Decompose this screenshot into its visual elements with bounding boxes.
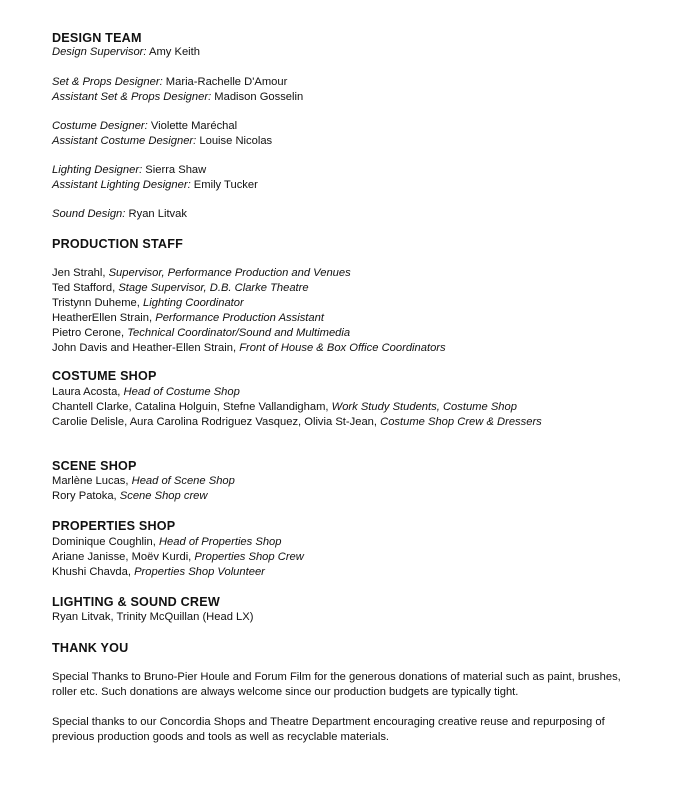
credit-role: Head of Scene Shop bbox=[131, 475, 235, 487]
credit-line bbox=[52, 535, 282, 550]
credit-role: Supervisor, Performance Production and Venues bbox=[108, 267, 351, 279]
credit-line bbox=[52, 341, 446, 356]
credit-name: Ariane Janisse, Moëv Kurdi, bbox=[52, 551, 195, 563]
credit-line bbox=[52, 266, 351, 281]
thank-you-heading: THANK YOU bbox=[52, 641, 129, 655]
credit-line bbox=[52, 281, 309, 296]
credit-role: Set & Props Designer: bbox=[52, 76, 163, 88]
credit-role: Head of Properties Shop bbox=[158, 536, 282, 548]
credit-line bbox=[52, 178, 258, 193]
credit-role: Work Study Students, Costume Shop bbox=[331, 401, 517, 413]
credit-name: Emily Tucker bbox=[193, 179, 258, 191]
credit-line bbox=[52, 311, 324, 326]
credit-role: Properties Shop Volunteer bbox=[134, 566, 265, 578]
credit-role: Technical Coordinator/Sound and Multimedia bbox=[127, 327, 351, 339]
credit-name: Maria-Rachelle D'Amour bbox=[165, 76, 288, 88]
credit-line bbox=[52, 75, 287, 90]
credit-name: Jen Strahl, bbox=[52, 267, 109, 279]
credit-line bbox=[52, 489, 207, 504]
credit-name: Chantell Clarke, Catalina Holguin, Stefne Vallandigham, bbox=[52, 401, 332, 413]
design-team-heading: DESIGN TEAM bbox=[52, 31, 142, 45]
credit-role: Lighting Coordinator bbox=[142, 297, 244, 309]
credit-line bbox=[52, 385, 240, 400]
credit-role: Properties Shop Crew bbox=[194, 551, 304, 563]
scene-shop-heading: SCENE SHOP bbox=[52, 459, 137, 473]
credit-role: Costume Shop Crew & Dressers bbox=[380, 416, 542, 428]
credit-name: Laura Acosta, bbox=[52, 386, 124, 398]
credit-name: Ryan Litvak bbox=[128, 208, 187, 220]
credit-line bbox=[52, 163, 206, 178]
production-staff-heading: PRODUCTION STAFF bbox=[52, 237, 183, 251]
thank-you-paragraph: Special Thanks to Bruno-Pier Houle and Forum Film for the generous donations of material such as paint, brushes, roller etc. Such donations are always welcome since our production budgets are typically tight. bbox=[52, 671, 621, 699]
credit-name: Amy Keith bbox=[149, 46, 200, 58]
properties-shop-heading: PROPERTIES SHOP bbox=[52, 519, 176, 533]
credit-line bbox=[52, 90, 303, 105]
credit-line bbox=[52, 296, 244, 311]
credit-name: Sierra Shaw bbox=[145, 164, 207, 176]
credit-role: Assistant Costume Designer: bbox=[52, 135, 197, 147]
credit-role: Head of Costume Shop bbox=[123, 386, 240, 398]
credit-line bbox=[52, 550, 304, 565]
credit-name: Carolie Delisle, Aura Carolina Rodriguez Vasquez, Olivia St-Jean, bbox=[52, 416, 381, 428]
credit-role: Assistant Set & Props Designer: bbox=[52, 91, 212, 103]
credit-name: Tristynn Duheme, bbox=[52, 297, 143, 309]
credit-role: Assistant Lighting Designer: bbox=[52, 179, 191, 191]
credit-name: Rory Patoka, bbox=[52, 490, 120, 502]
credit-role: Lighting Designer: bbox=[52, 164, 143, 176]
credit-line bbox=[52, 400, 517, 415]
credit-name: Khushi Chavda, bbox=[52, 566, 135, 578]
credit-name: Dominique Coughlin, bbox=[52, 536, 159, 548]
credit-line bbox=[52, 474, 235, 489]
credit-role: Performance Production Assistant bbox=[155, 312, 324, 324]
credit-role: Design Supervisor: bbox=[52, 46, 147, 58]
credit-role: Front of House & Box Office Coordinators bbox=[239, 342, 446, 354]
credit-role: Stage Supervisor, D.B. Clarke Theatre bbox=[118, 282, 309, 294]
credit-name: HeatherEllen Strain, bbox=[52, 312, 156, 324]
thank-you-paragraph: Special thanks to our Concordia Shops and Theatre Department encouraging creative reuse and repurposing of previous production goods and tools as well as recyclable materials. bbox=[52, 716, 605, 744]
credit-name: Louise Nicolas bbox=[199, 135, 273, 147]
credit-name: Ted Stafford, bbox=[52, 282, 119, 294]
credit-name: Violette Maréchal bbox=[150, 120, 238, 132]
credit-name: John Davis and Heather-Ellen Strain, bbox=[52, 342, 240, 354]
credit-line bbox=[52, 45, 200, 60]
credit-line: Ryan Litvak, Trinity McQuillan (Head LX) bbox=[52, 611, 254, 623]
credit-name: Madison Gosselin bbox=[214, 91, 304, 103]
credit-line bbox=[52, 326, 350, 341]
credit-line bbox=[52, 415, 542, 430]
credit-role: Costume Designer: bbox=[52, 120, 148, 132]
credit-role: Scene Shop crew bbox=[119, 490, 208, 502]
credit-line bbox=[52, 207, 187, 222]
credit-name: Pietro Cerone, bbox=[52, 327, 128, 339]
costume-shop-heading: COSTUME SHOP bbox=[52, 369, 157, 383]
credit-name: Marlène Lucas, bbox=[52, 475, 132, 487]
credit-line bbox=[52, 119, 237, 134]
credit-line bbox=[52, 565, 265, 580]
lighting-sound-crew-heading: LIGHTING & SOUND CREW bbox=[52, 595, 220, 609]
credit-line bbox=[52, 134, 272, 149]
credit-role: Sound Design: bbox=[52, 208, 126, 220]
